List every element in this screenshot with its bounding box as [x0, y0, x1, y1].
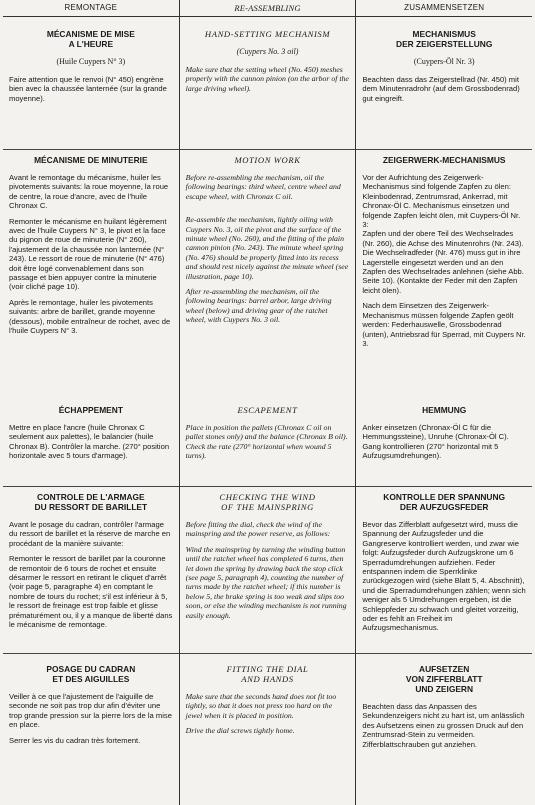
divider	[3, 653, 179, 654]
paragraph: Before fitting the dial, check the wind of the mainspring and the power reserve, as follows:	[185, 520, 331, 539]
paragraph: Vor der Aufrichtung des Zeigerwerk-Mechanismus sind folgende Zapfen zu ölen: Kleinbodenrad, Zentrumsrad, Ankerrad, mit Chronax-Öl C. Mechanismus einsetzen und folgende Zapfen leicht ölen, mit Cuypers-Öl Nr. 3:	[362, 173, 521, 230]
divider	[356, 653, 532, 654]
paragraph: Faire attention que le renvoi (N° 450) engrène bien avec la chaussée lanternée (sur la grande moyenne).	[9, 75, 167, 103]
section-title: CHECKING THE WIND OF THE MAINSPRING	[219, 492, 316, 512]
columns	[3, 17, 532, 805]
paragraph: Re-assemble the mechanism, lightly oiling with Cuypers No. 3, oil the pivot and the surface of the minute wheel (No. 260), and the fitting of the plain cannon pinion (No. 243). The minute wheel spring (No. 476) should be properly fitted into its recess and should rest nicely against the minute wheel (see illustration, page 10).	[185, 215, 349, 281]
column-german	[356, 17, 532, 805]
column-french	[3, 17, 179, 805]
section-escapement	[9, 405, 173, 467]
paragraph: Bevor das Zifferblatt aufgesetzt wird, muss die Spannung der Aufzugsfeder und die Gangreserve kontrolliert werden, und zwar wie folgt: Aufzugsfeder durch Aufzugskrone um 6 Sperradumdrehungen aufziehen. Feder entspannen indem die Sperrklinke zurückgezogen wird (siehe Blatt 5, 4. Abschnitt), und die Sperradumdrehungen zählen; wenn sich weniger als 5 Umdrehungen ergeben, ist die Schleppfeder zu schwach und gleitet vorzeitig, oder es fehlt an Freiheit im Aufzugsmechanismus.	[362, 520, 526, 633]
section-title: CONTROLE DE L'ARMAGE DU RESSORT DE BARILLET	[34, 492, 148, 512]
section-hand-setting	[186, 29, 350, 99]
paragraph: Remonter le mécanisme en huilant légèrement avec de l'huile Cuypers N° 3, le pivot et la face du pignon de roue de minuterie (N° 260), l'ajustement de la chaussée non lanternée (N° 243). Le ressort de roue de minuterie (N° 476) doit être logé convenablement dans son passage et bien appuyer contre la minuterie (voir cliché page 10).	[9, 216, 167, 292]
paragraph: Après le remontage, huiler les pivotements suivants: arbre de barillet, grande moyenne (dessous), mobile entraîneur de rochet, avec de l'huile Cuypers N° 3.	[9, 297, 171, 336]
section-motion-work	[362, 155, 526, 354]
paragraph: Mettre en place l'ancre (huile Chronax C seulement aux palettes), le balancier (huile Chronax B). Contrôler la marche. (270° position horizontale avec 5 tours d'armage).	[9, 423, 170, 461]
section-hand-setting	[362, 29, 526, 109]
paragraph: Avant le posage du cadran, contrôler l'armage du ressort de barillet et la réserve de marche en procédant de la manière suivante:	[9, 520, 171, 548]
paragraph: Before re-assembling the mechanism, oil the following bearings: third wheel, centre wheel and escape wheel, with Chronax C oil.	[185, 173, 341, 201]
section-title: ESCAPEMENT	[237, 405, 298, 415]
header-german: ZUSAMMENSETZEN	[404, 3, 485, 12]
section-title: KONTROLLE DER SPANNUNG DER AUFZUGSFEDER	[383, 492, 506, 512]
section-escapement	[186, 405, 350, 467]
column-header-row	[3, 0, 532, 17]
section-hand-setting	[9, 29, 173, 109]
section-title: AUFSETZEN VON ZIFFERBLATT UND ZEIGERN	[405, 664, 483, 694]
section-title: MÉCANISME DE MISE A L'HEURE	[46, 29, 135, 49]
divider	[3, 486, 179, 487]
paragraph: Avant le remontage du mécanisme, huiler les pivotements suivants: la roue moyenne, la roue de centre, la roue d'ancre, avec de l'huile Chronax C.	[9, 173, 169, 211]
paragraph: Nach dem Einsetzen des Zeigerwerk-Mechanismus müssen folgende Zapfen geölt werden: Federhauswelle, Grossbodenrad (unten), Antriebsrad für Sperrad, mit Cuypers Nr. 3.	[362, 301, 526, 348]
section-mainspring	[362, 492, 526, 639]
section-dial-hands	[9, 664, 173, 751]
paragraph: Wind the mainspring by turning the winding button until the ratchet wheel has completed 6 turns, then let down the spring by drawing back the stop click (see page 5, paragraph 4), counting the number of turns made by the ratchet wheel; if this number is below 5, the brake spring is too weak and slips too soon, or else the winding mechanism is not running easily enough.	[185, 544, 347, 620]
section-title: FITTING THE DIAL AND HANDS	[226, 664, 309, 684]
divider	[180, 486, 356, 487]
column-english	[179, 17, 357, 805]
section-subtitle: (Huile Cuypers N° 3)	[56, 57, 126, 66]
section-title: MECHANISMUS DER ZEIGERSTELLUNG	[396, 29, 493, 49]
paragraph: Remonter le ressort de barillet par la couronne de remontoir de 6 tours de rochet et ensuite désarmer le ressort en retirant le cliquet d'arrêt (voir page 5, paragraphe 4) en comptant le nombre de tours du rochet; s'il est inférieur à 5, le ressort de freinage est trop faible et glisse prématurément ou, il y a manque de liberté dans le mécanisme de remontage.	[9, 554, 173, 630]
section-dial-hands	[362, 664, 526, 755]
paragraph: Place in position the pallets (Chronax C oil on pallet stones only) and the balance (Chronax B oil). Check the rate (270° horizontal when wound 5 turns).	[185, 423, 348, 461]
divider	[180, 149, 356, 150]
header-english: RE-ASSEMBLING	[179, 0, 357, 16]
section-title: MOTION WORK	[234, 155, 301, 165]
paragraph: Beachten dass das Anpassen des Sekundenzeigers nicht zu hart ist, um anlässlich des Aufsetzens einen zu grossen Druck auf den Zentrumsrad-Stein zu vermeiden. Zifferblattschrauben gut anziehen.	[362, 702, 525, 749]
paragraph: Zapfen und der obere Teil des Wechselrades (Nr. 260), die Achse des Minutenrohrs (Nr. 243). Die Wechselradfeder (Nr. 476) muss gut in ihre Lagerstelle eingesetzt werden und an den Zapfen des Wechselrades anlehnen (siehe Abb. Seite 10). (Kontakte der Feder mit den Zapfen leicht ölen).	[362, 229, 524, 295]
section-title: ZEIGERWERK-MECHANISMUS	[382, 155, 506, 165]
paragraph: Serrer les vis du cadran très fortement.	[9, 735, 141, 745]
section-title: POSAGE DU CADRAN ET DES AIGUILLES	[46, 664, 136, 684]
section-motion-work	[186, 155, 350, 331]
section-mainspring	[186, 492, 350, 626]
divider	[356, 149, 532, 150]
section-mainspring	[9, 492, 173, 635]
paragraph: Anker einsetzen (Chronax-Öl C für die Hemmungssteine), Unruhe (Chronax-Öl C). Gang kontrollieren (270° horizontal mit 5 Aufzugsumdrehungen).	[362, 423, 509, 461]
paragraph: Make sure that the seconds hand does not fit too tightly, so that it does not press too hard on the jewel when it is placed in position.	[185, 692, 337, 720]
section-title: HEMMUNG	[422, 405, 467, 415]
paragraph: After re-assembling the mechanism, oil the following bearings: barrel arbor, large driving wheel (below) and driving gear of the ratchet wheel, with Cuypers No. 3 oil.	[185, 287, 332, 325]
section-subtitle: (Cuypers No. 3 oil)	[236, 47, 299, 56]
section-title: MÉCANISME DE MINUTERIE	[34, 155, 148, 165]
section-title: HAND-SETTING MECHANISM	[204, 29, 331, 39]
section-motion-work	[9, 155, 173, 342]
paragraph: Drive the dial screws tightly home.	[185, 726, 295, 736]
header-french: REMONTAGE	[64, 3, 118, 12]
divider	[356, 486, 532, 487]
divider	[180, 653, 356, 654]
paragraph: Make sure that the setting wheel (No. 450) meshes properly with the cannon pinion (on the arbor of the large driving wheel).	[185, 65, 349, 93]
section-dial-hands	[186, 664, 350, 742]
divider	[3, 149, 179, 150]
section-title: ÉCHAPPEMENT	[58, 405, 123, 415]
section-escapement	[362, 405, 526, 467]
section-subtitle: (Cuypers-Öl Nr. 3)	[413, 57, 475, 66]
paragraph: Beachten dass das Zeigerstellrad (Nr. 450) mit dem Minutenradrohr (auf dem Grossbodenrad) gut eingreift.	[362, 75, 520, 103]
paragraph: Veiller à ce que l'ajustement de l'aiguille de seconde ne soit pas trop dur afin d'éviter une trop grande pression sur la pierre lors de la mise en place.	[9, 692, 172, 730]
